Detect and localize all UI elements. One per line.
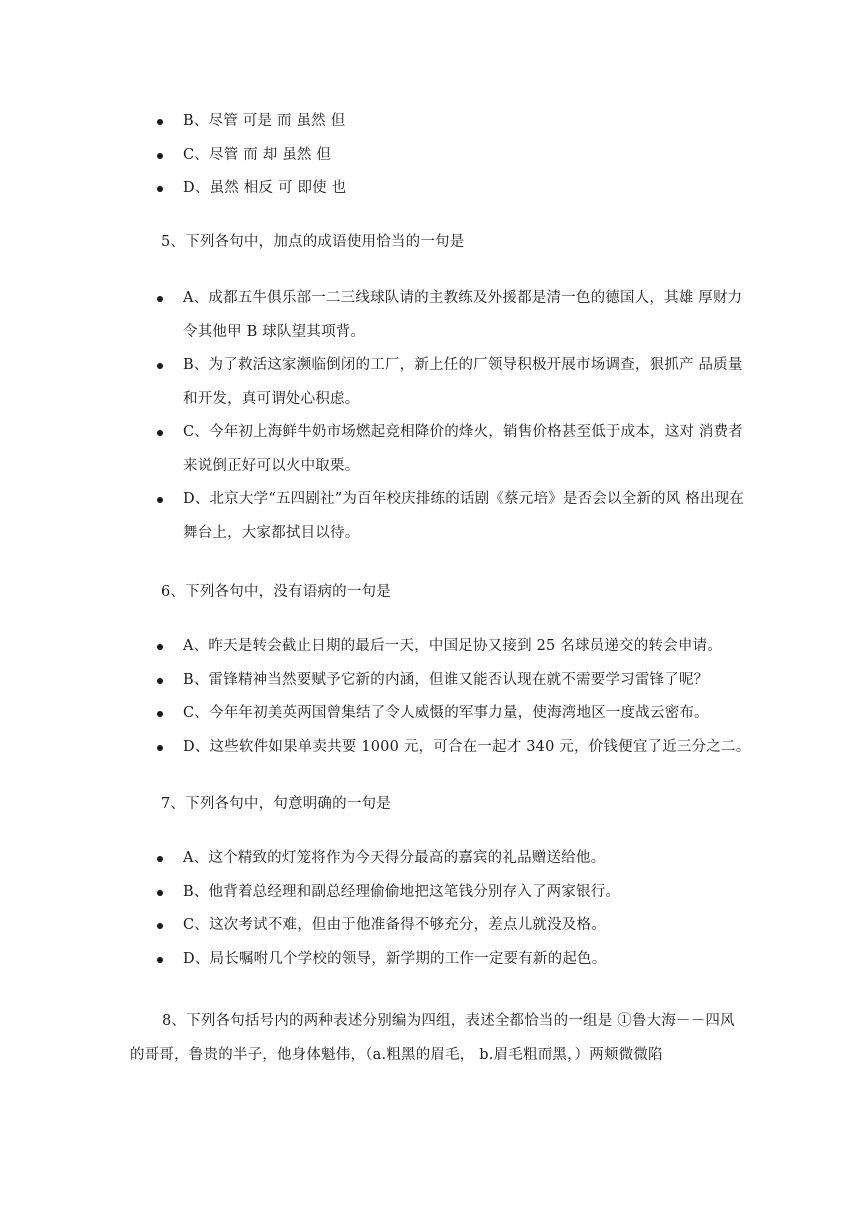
list-item: A、这个精致的灯笼将作为今天得分最高的嘉宾的礼品赠送给他。 [157,842,747,876]
list-item: D、局长嘱咐几个学校的领导，新学期的工作一定要有新的起色。 [157,943,747,977]
question-5-options [157,282,747,550]
question-6-options [157,630,751,764]
question-5-stem: 5、下列各句中，加点的成语使用恰当的一句是 [161,234,465,250]
list-item: B、他背着总经理和副总经理偷偷地把这笔钱分别存入了两家银行。 [157,876,747,910]
list-item: A、成都五牛俱乐部一二三线球队请的主教练及外援都是清一色的德国人，其雄 厚财力令其他甲 B 球队望其项背。 [157,282,747,349]
list-item: A、昨天是转会截止日期的最后一天，中国足协又接到 25 名球员递交的转会申请。 [157,630,747,664]
list-item: B、雷锋精神当然要赋予它新的内涵，但谁又能否认现在就不需要学习雷锋了呢？ [157,664,747,698]
list-item: C、今年初上海鲜牛奶市场燃起竞相降价的烽火，销售价格甚至低于成本，这对 消费者来说倒正好可以火中取栗。 [157,416,747,483]
list-item: C、这次考试不难，但由于他准备得不够充分，差点儿就没及格。 [157,909,747,943]
list-item: C、今年年初美英两国曾集结了令人威慑的军事力量，使海湾地区一度战云密布。 [157,697,747,731]
question-7-stem: 7、下列各句中，句意明确的一句是 [161,796,391,812]
question-8-text: 8、下列各句括号内的两种表述分别编为四组，表述全都恰当的一组是 ①鲁大海－－四风的哥哥，鲁贵的半子，他身体魁伟，（a.粗黑的眉毛， b.眉毛粗而黑，）两颊微微陷 [130,1013,735,1063]
question-6-stem: 6、下列各句中，没有语病的一句是 [161,584,391,600]
question-4-options [157,105,747,206]
list-item: D、北京大学“五四剧社”为百年校庆排练的话剧《蔡元培》是否会以全新的风 格出现在舞台上，大家都拭目以待。 [157,483,747,550]
question-7-options [157,842,747,976]
list-item: D、这些软件如果单卖共要 1000 元，可合在一起才 340 元，价钱便宜了近三分之二。 [157,731,747,765]
list-item: C、尽管 而 却 虽然 但 [157,139,747,173]
list-item: B、尽管 可是 而 虽然 但 [157,105,747,139]
list-item: B、为了救活这家濒临倒闭的工厂，新上任的厂领导积极开展市场调查，狠抓产 品质量和开发，真可谓处心积虑。 [157,349,747,416]
list-item: D、虽然 相反 可 即使 也 [157,172,747,206]
